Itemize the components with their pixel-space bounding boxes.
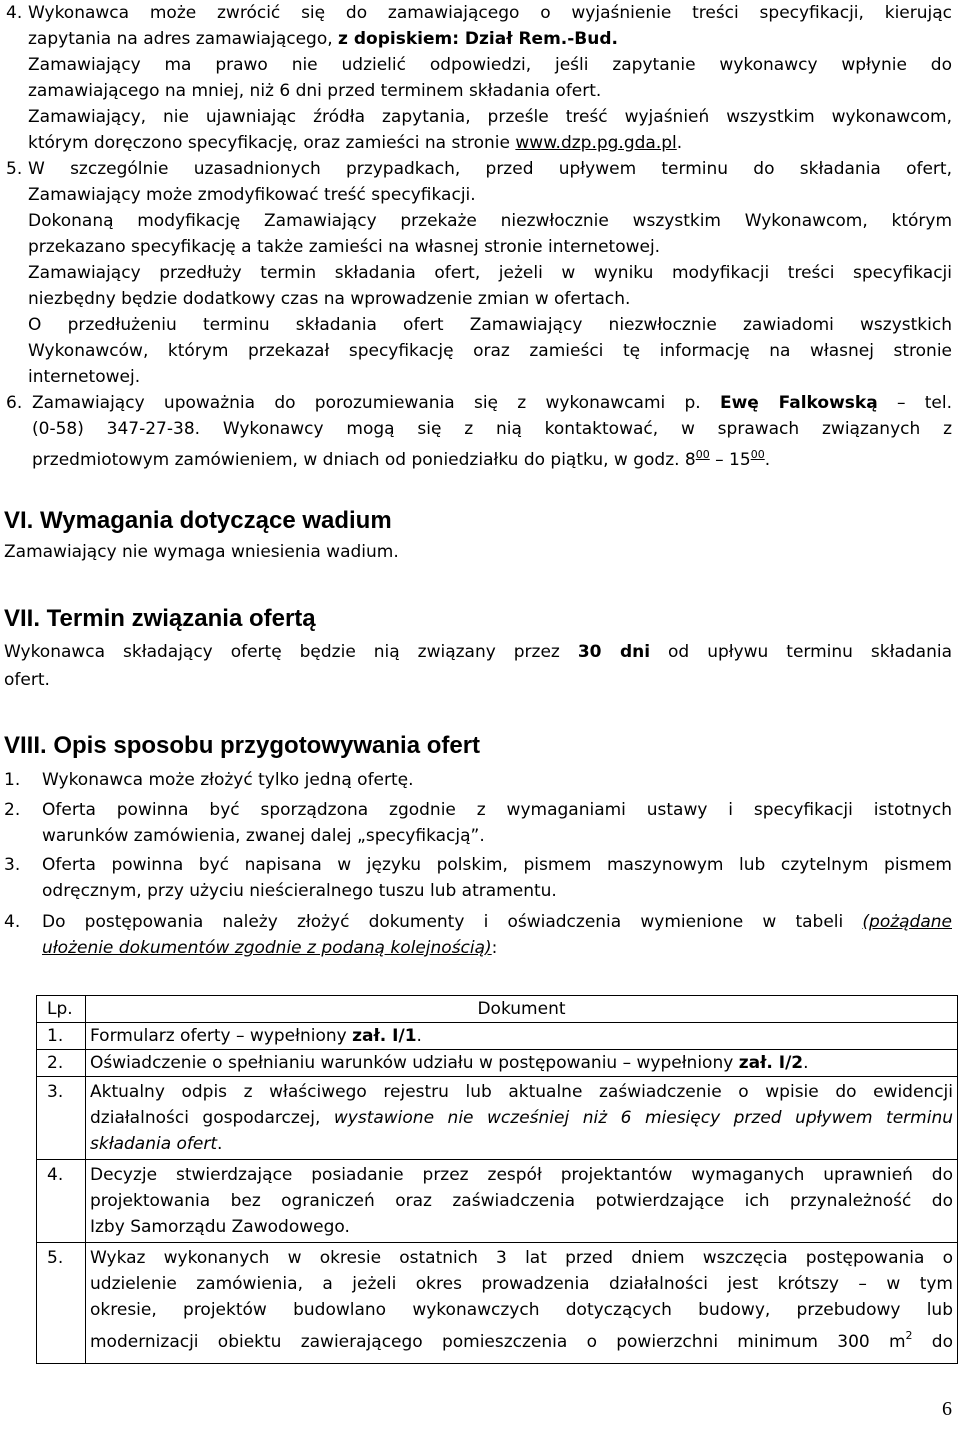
- text-line: projektowania bez ograniczeń oraz zaświadczenia potwierdzające ich przynależność do: [90, 1191, 953, 1211]
- binding-period: 30 dni: [577, 642, 651, 662]
- list-number: 3.: [4, 855, 21, 875]
- row-number: 5.: [37, 1243, 86, 1364]
- text-span: .: [764, 450, 771, 470]
- text-line: przekazano specyfikację a także zamieści na własnej stronie internetowej.: [28, 237, 661, 257]
- section-viii-heading: VIII. Opis sposobu przygotowywania ofert: [4, 732, 481, 759]
- text-line: Wykaz wykonanych w okresie ostatnich 3 lat przed dniem wszczęcia postępowania o: [90, 1248, 953, 1268]
- attachment-ref: zał. I/1: [352, 1026, 417, 1046]
- text-span: do: [912, 1332, 953, 1352]
- text-line: udzielenie zamówienia, a jeżeli okres prowadzenia działalności jest krótszy – w tym: [90, 1274, 953, 1294]
- table-row: [37, 1160, 958, 1243]
- text-span: Formularz oferty – wypełniony: [90, 1026, 353, 1046]
- section-vii-heading: VII. Termin związania ofertą: [4, 605, 316, 632]
- text-line: niezbędny będzie dodatkowy czas na wprowadzenie zmian w ofertach.: [28, 289, 631, 309]
- text-line: [28, 26, 952, 52]
- row-document: [86, 1243, 958, 1364]
- table-row: [37, 1243, 958, 1364]
- text-line: [4, 638, 952, 666]
- text-line: okresie, projektów budowlano wykonawczych dotyczących budowy, przebudowy lub: [90, 1300, 953, 1320]
- text-span: modernizacji obiektu zawierającego pomieszczenia o powierzchni minimum 300 m: [90, 1332, 906, 1352]
- text-line: O przedłużeniu terminu składania ofert Zamawiający niezwłocznie zawiadomi wszystkich: [28, 315, 952, 335]
- superscript: 2: [905, 1329, 913, 1342]
- section-viii-item-3: [42, 852, 952, 904]
- text-line: odręcznym, przy użyciu nieścieralnego tuszu lub atramentu.: [42, 881, 557, 901]
- text-line: Izby Samorządu Zawodowego.: [90, 1217, 350, 1237]
- text-line: warunków zamówienia, zwanej dalej „specyfikacją”.: [42, 826, 485, 846]
- row-number: 4.: [37, 1160, 86, 1243]
- table-row: [37, 1050, 958, 1077]
- table-row: [37, 1077, 958, 1160]
- text-line: Decyzje stwierdzające posiadanie przez zespół projektantów wymaganych uprawnień do: [90, 1165, 953, 1185]
- superscript: 00: [695, 448, 710, 461]
- header-lp: Lp.: [37, 996, 86, 1023]
- text-line: (0-58) 347-27-38. Wykonawcy mogą się z nią kontaktować, w sprawach związanych z: [32, 419, 952, 439]
- italic-note: składania ofert: [90, 1134, 218, 1154]
- text-line: [90, 1323, 953, 1355]
- text-line: Wykonawca może zwrócić się do zamawiającego o wyjaśnienie treści specyfikacji, kierując: [28, 3, 952, 23]
- section-vii-text: [4, 638, 952, 694]
- text-span: Zamawiający upoważnia do porozumiewania się z wykonawcami p.: [32, 393, 720, 413]
- row-number: 1.: [37, 1023, 86, 1050]
- attachment-ref: zał. I/2: [738, 1053, 804, 1073]
- text-line: zamawiającego na mniej, niż 6 dni przed terminem składania ofert.: [28, 81, 602, 101]
- text-span: .: [217, 1134, 223, 1154]
- header-document: Dokument: [86, 996, 958, 1023]
- contact-person: Ewę Falkowską: [719, 393, 878, 413]
- section-vi-heading: VI. Wymagania dotyczące wadium: [4, 507, 392, 534]
- item-6-paragraph: [32, 390, 952, 473]
- text-line: W szczególnie uzasadnionych przypadkach, przed upływem terminu do składania ofert,: [28, 159, 952, 179]
- item-6-number: 6.: [6, 393, 23, 413]
- row-document: [86, 1160, 958, 1243]
- documents-table: [36, 995, 958, 1364]
- text-span: .: [416, 1026, 422, 1046]
- row-document: [86, 1023, 958, 1050]
- table-row: [37, 1023, 958, 1050]
- text-line: Zamawiający przedłuży termin składania ofert, jeżeli w wyniku modyfikacji treści specyfikacji: [28, 263, 952, 283]
- section-vi-text: Zamawiający nie wymaga wniesienia wadium.: [4, 542, 399, 562]
- text-line: [90, 1105, 953, 1131]
- table-header-row: [37, 996, 958, 1023]
- italic-note: ułożenie dokumentów zgodnie z podaną kolejnością): [42, 938, 492, 958]
- item-5-number: 5.: [6, 159, 23, 179]
- page-number: 6: [942, 1398, 952, 1420]
- text-line: internetowej.: [28, 367, 141, 387]
- text-line: [90, 1131, 953, 1157]
- italic-note: (pożądane: [862, 912, 952, 932]
- text-line: ofert.: [4, 670, 50, 690]
- text-span: Oświadczenie o spełnianiu warunków udziału w postępowaniu – wypełniony: [90, 1053, 739, 1073]
- text-span: .: [676, 133, 683, 153]
- text-line: [42, 935, 952, 961]
- text-line: Zamawiający ma prawo nie udzielić odpowiedzi, jeśli zapytanie wykonawcy wpłynie do: [28, 55, 952, 75]
- text-span: – tel.: [877, 393, 952, 413]
- text-span: działalności gospodarczej,: [90, 1108, 334, 1128]
- text-line: Wykonawców, którym przekazał specyfikację oraz zamieści tę informację na własnej stronie: [28, 341, 952, 361]
- row-document: [86, 1050, 958, 1077]
- section-viii-item-2: [42, 797, 952, 849]
- item-5-paragraph: [28, 156, 952, 390]
- text-line: [32, 442, 952, 473]
- website-link[interactable]: www.dzp.pg.gda.pl: [515, 133, 677, 153]
- text-line: Zamawiający może zmodyfikować treść specyfikacji.: [28, 185, 476, 205]
- text-line: [28, 130, 952, 156]
- text-span: zapytania na adres zamawiającego,: [28, 29, 339, 49]
- row-document: [86, 1077, 958, 1160]
- text-span: przedmiotowym zamówieniem, w dniach od poniedziałku do piątku, w godz. 8: [32, 450, 696, 470]
- row-number: 3.: [37, 1077, 86, 1160]
- item-4-number: 4.: [6, 3, 23, 23]
- section-viii-item-4: [42, 909, 952, 961]
- row-number: 2.: [37, 1050, 86, 1077]
- text-span: Wykonawca składający ofertę będzie nią związany przez: [4, 642, 578, 662]
- text-line: Zamawiający, nie ujawniając źródła zapytania, prześle treść wyjaśnień wszystkim wykonawcom,: [28, 107, 952, 127]
- text-line: Oferta powinna być napisana w języku polskim, pismem maszynowym lub czytelnym pismem: [42, 855, 952, 875]
- text-line: Wykonawca może złożyć tylko jedną ofertę.: [42, 770, 414, 790]
- text-span: – 15: [709, 450, 751, 470]
- text-line: Oferta powinna być sporządzona zgodnie z wymaganiami ustawy i specyfikacji istotnych: [42, 800, 952, 820]
- list-number: 4.: [4, 912, 21, 932]
- list-number: 2.: [4, 800, 21, 820]
- list-number: 1.: [4, 770, 21, 790]
- text-line: [32, 390, 952, 416]
- text-line: Aktualny odpis z właściwego rejestru lub aktualne zaświadczenie o wpisie do ewidencji: [90, 1082, 953, 1102]
- text-span: Do postępowania należy złożyć dokumenty i oświadczenia wymienione w tabeli: [42, 912, 863, 932]
- italic-note: wystawione nie wcześniej niż 6 miesięcy przed upływem terminu: [333, 1108, 953, 1128]
- department-note: z dopiskiem: Dział Rem.-Bud.: [338, 29, 618, 49]
- text-line: [42, 909, 952, 935]
- item-4-paragraph: [28, 0, 952, 156]
- text-span: .: [803, 1053, 809, 1073]
- text-line: Dokonaną modyfikację Zamawiający przekaże niezwłocznie wszystkim Wykonawcom, którym: [28, 211, 952, 231]
- section-viii-item-1: [42, 767, 952, 793]
- text-span: :: [491, 938, 498, 958]
- superscript: 00: [750, 448, 765, 461]
- text-span: od upływu terminu składania: [650, 642, 952, 662]
- text-span: którym doręczono specyfikację, oraz zamieści na stronie: [28, 133, 516, 153]
